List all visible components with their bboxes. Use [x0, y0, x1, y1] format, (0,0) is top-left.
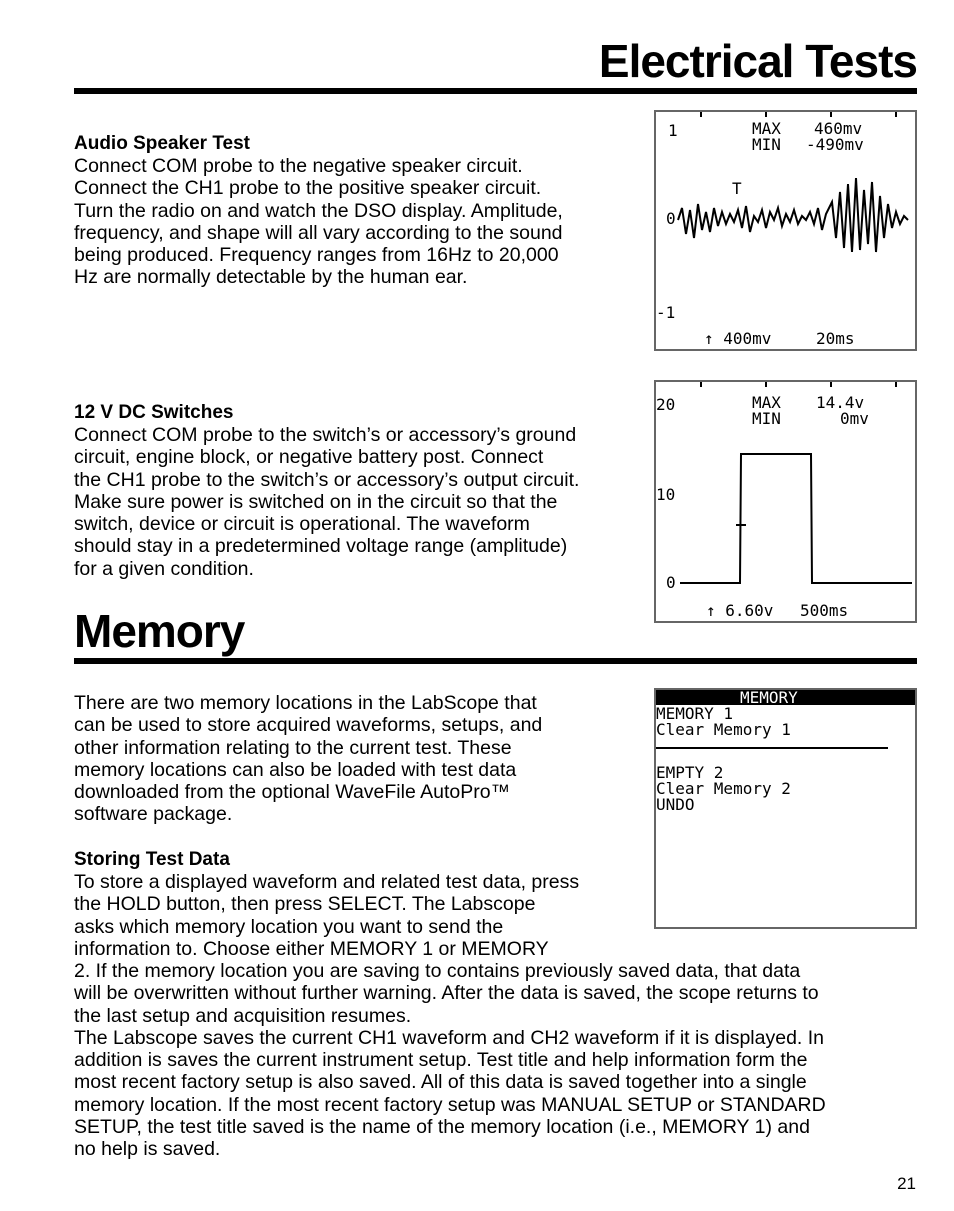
y-axis-bottom-label: -1 — [656, 303, 676, 322]
text-line: Connect COM probe to the negative speaker circuit. — [74, 155, 523, 177]
text-line: switch, device or circuit is operational. The waveform — [74, 513, 530, 536]
text-line: the CH1 probe to the switch’s or accessory’s output circuit. — [74, 468, 580, 491]
menu-item-memory-1: MEMORY 1 — [656, 704, 734, 723]
menu-title: MEMORY — [740, 690, 798, 707]
text-line: the last setup and acquisition resumes. — [74, 1004, 412, 1027]
section-title-electrical-tests: Electrical Tests — [598, 35, 917, 87]
text-line: downloaded from the optional WaveFile AutoPro™ — [74, 781, 511, 804]
y-axis-top-label: 20 — [656, 395, 676, 414]
audio-scope-screenshot — [654, 110, 917, 351]
max-label: MAX — [752, 119, 781, 138]
text-line: Connect the CH1 probe to the positive speaker circuit. — [74, 177, 542, 200]
y-axis-mid-label: 0 — [666, 209, 676, 228]
text-line: other information relating to the current test. These — [74, 736, 512, 759]
text-line: Hz are normally detectable by the human ear. — [74, 266, 468, 289]
text-line: software package. — [74, 803, 233, 826]
text-line: Make sure power is switched on in the circuit so that the — [74, 490, 558, 513]
text-line: There are two memory locations in the LabScope that — [74, 692, 537, 714]
storing-narrow-paragraph — [74, 871, 629, 960]
text-line: information to. Choose either MEMORY 1 or MEMORY — [74, 937, 549, 960]
y-axis-bottom-label: 0 — [666, 573, 676, 592]
text-line: most recent factory setup is also saved. All of this data is saved together into a single — [74, 1071, 807, 1094]
storing-test-data-heading: Storing Test Data — [74, 849, 230, 870]
memory-menu-screenshot — [654, 688, 917, 929]
text-line: memory locations can also be loaded with test data — [74, 758, 517, 781]
page-number: 21 — [897, 1174, 916, 1193]
menu-item-clear-memory-1: Clear Memory 1 — [656, 720, 791, 739]
text-line: 2. If the memory location you are saving to contains previously saved data, that data — [74, 960, 801, 982]
min-value: -490mv — [806, 135, 864, 154]
text-line: Turn the radio on and watch the DSO display. Amplitude, — [74, 199, 563, 222]
text-line: frequency, and shape will all vary according to the sound — [74, 221, 563, 244]
max-value: 14.4v — [816, 393, 865, 412]
text-line: circuit, engine block, or negative battery post. Connect — [74, 446, 544, 469]
min-label: MIN — [752, 409, 781, 428]
min-label: MIN — [752, 135, 781, 154]
time-per-div: 20ms — [816, 329, 855, 348]
dc-scope-display — [656, 382, 915, 621]
text-line: no help is saved. — [74, 1138, 221, 1161]
volts-per-div: ↑ 400mv — [704, 329, 772, 348]
max-label: MAX — [752, 393, 781, 412]
dc-switches-paragraph — [74, 424, 629, 580]
menu-item-undo: UNDO — [656, 795, 695, 814]
dc-square-waveform — [680, 454, 912, 583]
text-line: will be overwritten without further warning. After the data is saved, the scope returns to — [74, 982, 819, 1005]
memory-menu-display — [656, 690, 915, 927]
audio-speaker-heading: Audio Speaker Test — [74, 133, 250, 154]
y-axis-mid-label: 10 — [656, 485, 676, 504]
text-line: memory location. If the most recent factory setup was MANUAL SETUP or STANDARD — [74, 1093, 826, 1116]
storing-wide-paragraph — [74, 960, 917, 1161]
text-line: addition is saves the current instrument setup. Test title and help information form the — [74, 1049, 808, 1072]
trigger-marker: T — [732, 179, 742, 198]
text-line: To store a displayed waveform and related test data, press — [74, 871, 580, 893]
menu-item-empty-2: EMPTY 2 — [656, 763, 724, 782]
memory-intro-paragraph — [74, 692, 629, 826]
text-line: SETUP, the test title saved is the name of the memory location (i.e., MEMORY 1) and — [74, 1116, 810, 1139]
y-axis-top-label: 1 — [668, 121, 678, 140]
text-line: The Labscope saves the current CH1 waveform and CH2 waveform if it is displayed. In — [74, 1026, 825, 1049]
min-value: 0mv — [840, 409, 869, 428]
audio-scope-display — [656, 112, 915, 349]
dc-switches-heading: 12 V DC Switches — [74, 402, 234, 423]
memory-rule — [74, 658, 917, 664]
max-value: 460mv — [814, 119, 863, 138]
text-line: can be used to store acquired waveforms, setups, and — [74, 714, 543, 737]
dc-scope-screenshot — [654, 380, 917, 623]
header-rule — [74, 88, 917, 94]
text-line: the HOLD button, then press SELECT. The Labscope — [74, 893, 536, 916]
section-title-memory: Memory — [74, 605, 245, 657]
text-line: for a given condition. — [74, 557, 254, 580]
text-line: asks which memory location you want to send the — [74, 915, 504, 938]
menu-item-clear-memory-2: Clear Memory 2 — [656, 779, 791, 798]
audio-waveform — [678, 178, 908, 252]
text-line: Connect COM probe to the switch’s or accessory’s ground — [74, 424, 577, 446]
audio-speaker-paragraph — [74, 155, 629, 289]
volts-per-div: ↑ 6.60v — [706, 601, 774, 620]
text-line: should stay in a predetermined voltage range (amplitude) — [74, 535, 568, 558]
time-per-div: 500ms — [800, 601, 849, 620]
text-line: being produced. Frequency ranges from 16Hz to 20,000 — [74, 244, 559, 267]
